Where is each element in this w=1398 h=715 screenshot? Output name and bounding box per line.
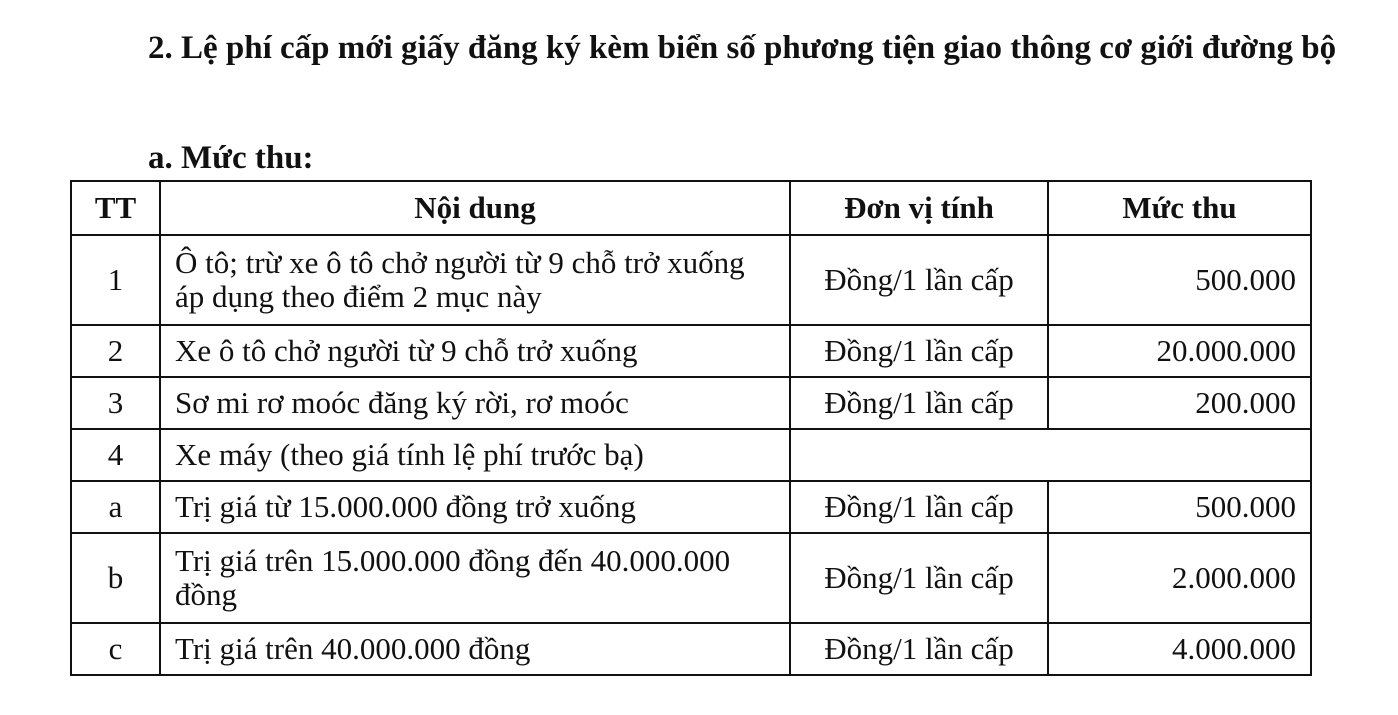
row-content: Trị giá từ 15.000.000 đồng trở xuống <box>160 481 790 533</box>
row-unit: Đồng/1 lần cấp <box>790 623 1048 675</box>
table-header-row <box>71 181 1311 235</box>
row-unit: Đồng/1 lần cấp <box>790 377 1048 429</box>
table-row <box>71 533 1311 623</box>
row-content: Ô tô; trừ xe ô tô chở người từ 9 chỗ trở xuống áp dụng theo điểm 2 mục này <box>160 235 790 325</box>
row-tt: a <box>71 481 160 533</box>
table-row <box>71 481 1311 533</box>
row-unit: Đồng/1 lần cấp <box>790 533 1048 623</box>
table-row <box>71 377 1311 429</box>
row-content: Sơ mi rơ moóc đăng ký rời, rơ moóc <box>160 377 790 429</box>
row-unit: Đồng/1 lần cấp <box>790 481 1048 533</box>
header-unit: Đơn vị tính <box>790 181 1048 235</box>
table-row <box>71 235 1311 325</box>
row-unit-empty <box>790 429 1311 481</box>
row-fee: 20.000.000 <box>1048 325 1311 377</box>
header-tt: TT <box>71 181 160 235</box>
section-heading: 2. Lệ phí cấp mới giấy đăng ký kèm biển số phương tiện giao thông cơ giới đường bộ <box>148 30 1337 66</box>
row-unit: Đồng/1 lần cấp <box>790 235 1048 325</box>
row-fee: 200.000 <box>1048 377 1311 429</box>
row-tt: 2 <box>71 325 160 377</box>
row-tt: 4 <box>71 429 160 481</box>
row-fee: 2.000.000 <box>1048 533 1311 623</box>
fee-table <box>70 180 1312 676</box>
row-content: Xe máy (theo giá tính lệ phí trước bạ) <box>160 429 790 481</box>
row-tt: b <box>71 533 160 623</box>
row-tt: c <box>71 623 160 675</box>
row-fee: 4.000.000 <box>1048 623 1311 675</box>
section-subheading: a. Mức thu: <box>148 140 314 176</box>
header-fee: Mức thu <box>1048 181 1311 235</box>
row-tt: 1 <box>71 235 160 325</box>
row-fee: 500.000 <box>1048 235 1311 325</box>
row-tt: 3 <box>71 377 160 429</box>
row-unit: Đồng/1 lần cấp <box>790 325 1048 377</box>
row-fee: 500.000 <box>1048 481 1311 533</box>
table-row <box>71 623 1311 675</box>
table-row <box>71 429 1311 481</box>
table-row <box>71 325 1311 377</box>
header-content: Nội dung <box>160 181 790 235</box>
row-content: Trị giá trên 40.000.000 đồng <box>160 623 790 675</box>
row-content: Trị giá trên 15.000.000 đồng đến 40.000.000 đồng <box>160 533 790 623</box>
row-content: Xe ô tô chở người từ 9 chỗ trở xuống <box>160 325 790 377</box>
